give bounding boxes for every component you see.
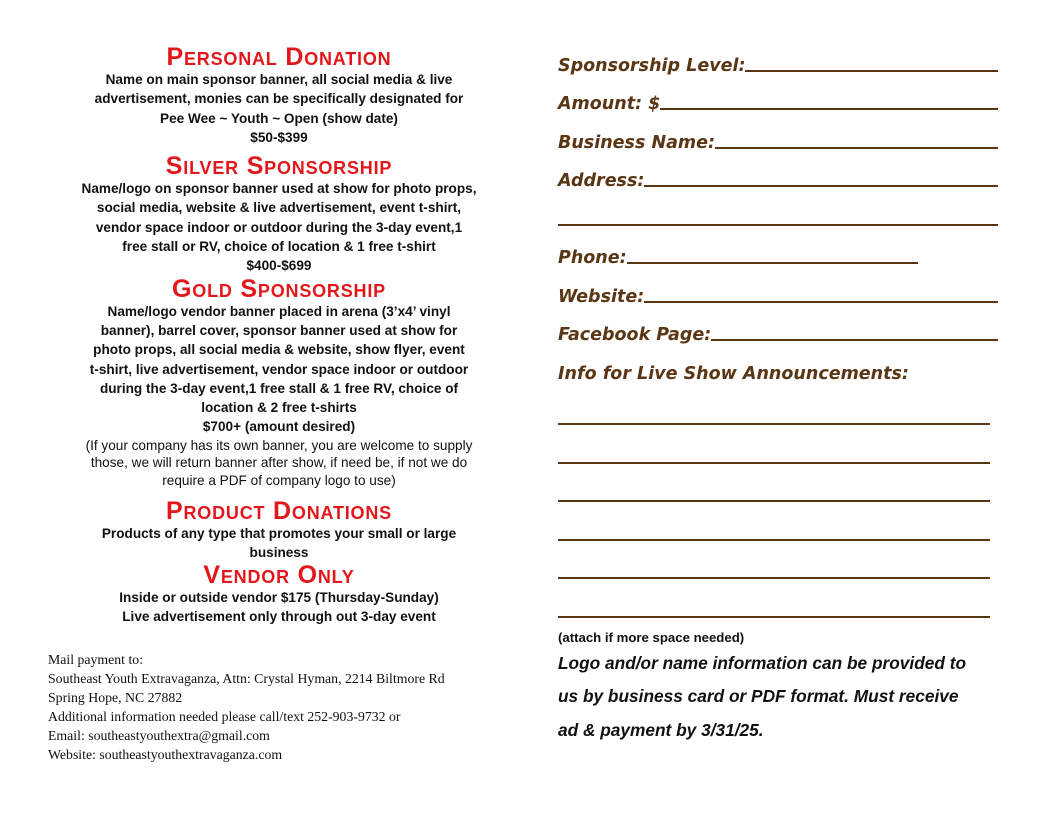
field-label: Info for Live Show Announcements: [558,363,909,384]
section-product-donations [40,498,518,563]
facebook-page-field[interactable] [558,310,998,349]
section-gold-sponsorship [40,276,518,490]
section-line: t-shirt, live advertisement, vendor space indoor or outdoor [89,361,469,377]
attach-note: (attach if more space needed) [558,629,745,645]
mail-email: Email: southeastyouthextra@gmail.com [48,728,270,743]
logo-note [558,647,1008,748]
logo-note-line: Logo and/or name information can be provided to [558,652,967,673]
logo-note-line: us by business card or PDF format. Must receive [558,686,959,706]
sponsorship-level-input[interactable] [745,70,998,72]
announcement-input-line[interactable] [558,425,990,464]
section-line: location & 2 free t-shirts [201,400,357,416]
price-range: $400-$699 [246,258,312,274]
address-field[interactable] [558,156,998,195]
field-label: Address: [558,171,645,191]
mail-phone: Additional information needed please call/text 252-903-9732 or [48,709,401,724]
banner-note: require a PDF of company logo to use) [162,472,396,488]
announcement-input-line[interactable] [558,541,990,580]
section-line: photo props, all social media & website, show flyer, event [93,342,465,358]
section-line: Pee Wee ~ Youth ~ Open (show date) [160,110,398,126]
field-label: Website: [558,286,645,307]
mail-payment-info [48,650,528,764]
section-heading: Personal Donation [166,43,392,71]
field-label: Business Name: [558,132,716,153]
price-range: $700+ (amount desired) [202,419,356,435]
section-line: Inside or outside vendor $175 (Thursday-Sunday) [119,590,439,606]
section-heading: Gold Sponsorship [172,274,386,303]
section-vendor-only [40,562,518,627]
section-line: social media, website & live advertisement, event t-shirt, [96,200,462,216]
address-line-2-input[interactable] [558,224,998,226]
address-line-2-field[interactable] [558,194,998,233]
section-line: vendor space indoor or outdoor during the 3-day event,1 [95,219,463,235]
announcement-input-line[interactable] [558,579,990,618]
business-name-field[interactable] [558,117,998,156]
section-personal-donation [40,44,518,147]
section-line: advertisement, monies can be specifically designated for [94,91,464,107]
section-line: Live advertisement only through out 3-day event [122,609,436,625]
business-name-input[interactable] [715,147,998,149]
announcement-input-line[interactable] [558,464,990,503]
mail-city: Spring Hope, NC 27882 [48,690,183,705]
section-line: Name on main sponsor banner, all social media & live [105,72,453,87]
section-line: Name/logo on sponsor banner used at show for photo props, [81,181,477,197]
facebook-page-input[interactable] [711,339,998,341]
section-heading: Vendor Only [203,561,355,590]
section-line: free stall or RV, choice of location & 1 free t-shirt [122,239,436,255]
amount-input[interactable] [660,108,998,110]
banner-note: (If your company has its own banner, you are welcome to supply [85,437,473,453]
section-heading: Product Donations [166,496,392,525]
sponsor-form [558,40,998,747]
section-silver-sponsorship [40,153,518,275]
announcements-label-row [558,348,998,387]
field-label: Amount: $ [558,94,661,114]
field-label: Facebook Page: [558,325,712,345]
sponsorship-level-field[interactable] [558,40,998,79]
announcement-lines [558,387,998,618]
logo-note-line: ad & payment by 3/31/25. [558,719,764,740]
section-line: during the 3-day event,1 free stall & 1 free RV, choice of [99,380,459,396]
banner-note: those, we will return banner after show, if need be, if not we do [90,455,468,471]
announcement-input-line[interactable] [558,502,990,541]
address-input[interactable] [644,185,998,187]
section-line: banner), barrel cover, sponsor banner used at show for [100,322,458,338]
phone-field[interactable] [558,233,998,272]
field-label: Phone: [558,248,627,268]
sponsorship-levels-panel [40,44,518,627]
announcement-input-line[interactable] [558,387,990,426]
section-line: Products of any type that promotes your small or large [101,525,457,541]
phone-input[interactable] [627,262,918,264]
section-heading: Silver Sponsorship [165,152,393,181]
mail-website: Website: southeastyouthextravaganza.com [48,747,283,762]
website-input[interactable] [644,301,998,303]
mail-line: Mail payment to: [48,652,144,667]
mail-address: Southeast Youth Extravaganza, Attn: Crystal Hyman, 2214 Biltmore Rd [48,671,445,686]
price-range: $50-$399 [250,129,308,145]
amount-field[interactable] [558,79,998,118]
section-line: Name/logo vendor banner placed in arena (3’x4’ vinyl [107,303,451,319]
website-field[interactable] [558,271,998,310]
section-line: business [249,544,309,560]
field-label: Sponsorship Level: [558,55,746,76]
